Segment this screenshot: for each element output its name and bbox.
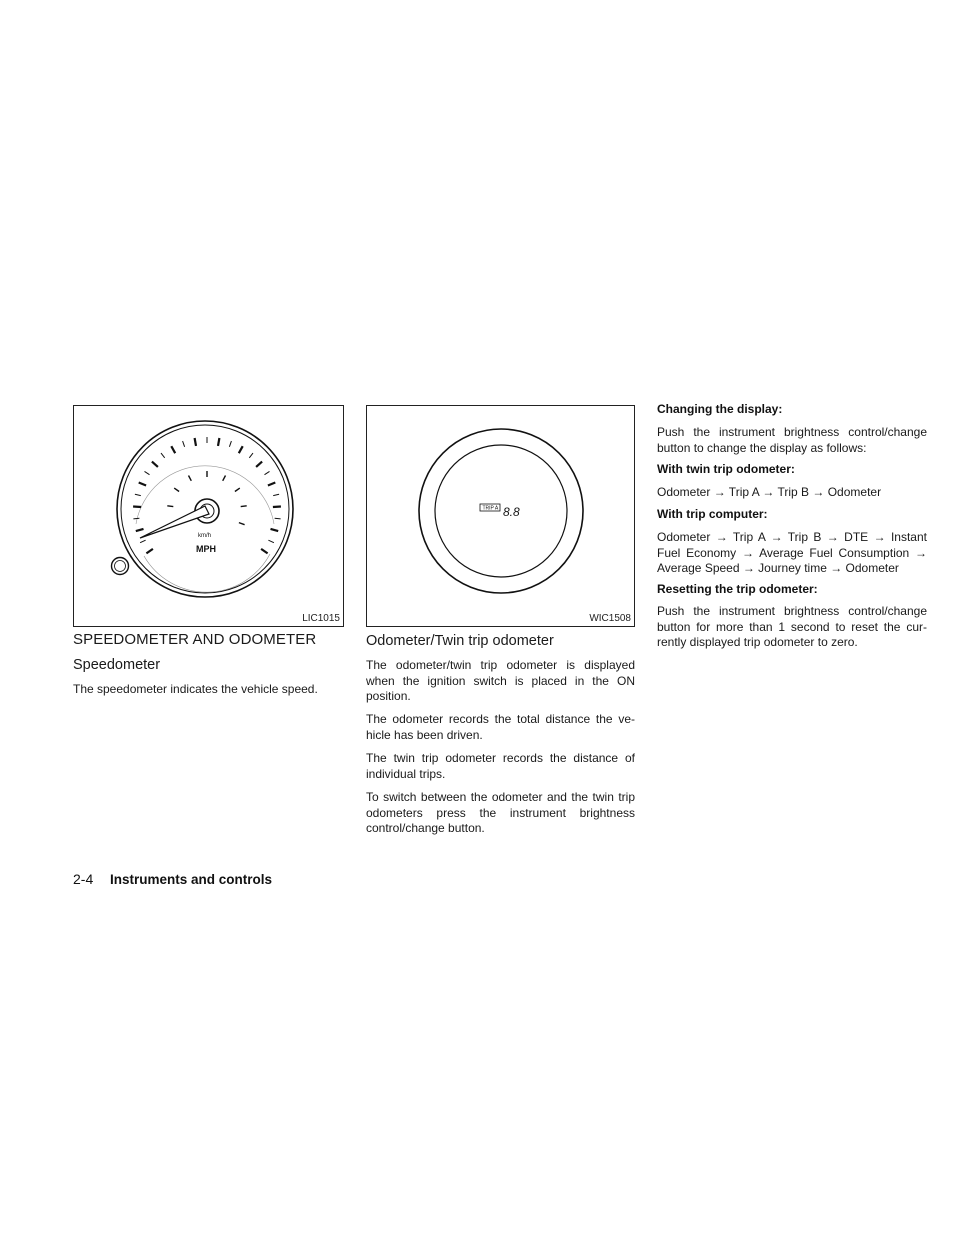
major-tick bbox=[271, 529, 279, 531]
inner-scale-tick bbox=[189, 476, 192, 481]
speedometer-illustration bbox=[74, 406, 345, 628]
odometer-paragraph-2: The odometer records the total distance the ve-hicle has been driven. bbox=[366, 712, 635, 742]
odometer-paragraph-1: The odometer/twin trip odometer is displayed when the ignition switch is placed in the ON position. bbox=[366, 658, 635, 703]
figure-code-speedometer: LIC1015 bbox=[302, 613, 340, 624]
major-tick bbox=[273, 507, 281, 508]
minor-tick bbox=[229, 441, 231, 447]
minor-tick bbox=[133, 518, 139, 519]
major-tick bbox=[171, 446, 175, 453]
odometer-inner-ring bbox=[435, 445, 567, 577]
changing-display-text: Push the instrument brightness control/change button to change the display as follows: bbox=[657, 425, 927, 455]
major-tick bbox=[152, 462, 158, 467]
minor-tick bbox=[140, 540, 146, 543]
minor-tick bbox=[135, 494, 141, 495]
inner-scale-tick bbox=[239, 523, 245, 525]
twin-trip-sequence: Odometer → Trip A → Trip B → Odometer bbox=[657, 485, 882, 499]
reset-trip-heading: Resetting the trip odometer: bbox=[657, 582, 818, 596]
major-tick bbox=[218, 438, 219, 446]
odometer-figure bbox=[366, 405, 635, 627]
major-tick bbox=[261, 549, 268, 554]
section-title: SPEEDOMETER AND ODOMETER bbox=[73, 631, 317, 648]
major-tick bbox=[256, 462, 262, 467]
inner-scale-tick bbox=[241, 506, 247, 507]
minor-tick bbox=[273, 494, 279, 495]
minor-tick bbox=[275, 518, 281, 519]
chapter-title: Instruments and controls bbox=[110, 872, 273, 887]
odometer-heading: Odometer/Twin trip odometer bbox=[366, 633, 554, 649]
odometer-outer-ring bbox=[419, 429, 583, 593]
trip-computer-sequence: Odometer → Trip A → Trip B → DTE → Instant Fuel Economy → Average Fuel Consumption → Average Speed → Journey time → Odometer bbox=[657, 530, 927, 575]
inner-scale-tick bbox=[235, 488, 240, 491]
trip-label: TRIP A bbox=[482, 505, 499, 512]
minor-tick bbox=[268, 540, 274, 543]
major-tick bbox=[136, 529, 144, 531]
trip-computer-heading: With trip computer: bbox=[657, 507, 768, 521]
speedometer-heading: Speedometer bbox=[73, 657, 161, 673]
major-tick bbox=[146, 549, 153, 554]
page-number: 2-4 bbox=[73, 871, 94, 887]
minor-tick bbox=[161, 453, 165, 458]
major-tick bbox=[133, 507, 141, 508]
major-tick bbox=[268, 483, 275, 486]
odometer-illustration bbox=[367, 406, 636, 628]
odometer-paragraph-4: To switch between the odometer and the twin trip odometers press the instrument brightness control/change button. bbox=[366, 790, 635, 835]
speedometer-figure bbox=[73, 405, 344, 627]
trip-reset-knob bbox=[112, 558, 129, 575]
reset-trip-text: Push the instrument brightness control/change button for more than 1 second to reset the cur-rently displayed trip odometer to zero. bbox=[657, 604, 927, 649]
major-tick bbox=[195, 438, 196, 446]
changing-display-heading: Changing the display: bbox=[657, 402, 783, 416]
gauge-minor-ticks bbox=[133, 437, 280, 543]
trip-value: 8.8 bbox=[503, 505, 520, 519]
odometer-paragraph-3: The twin trip odometer records the distance of individual trips. bbox=[366, 751, 635, 781]
minor-tick bbox=[265, 471, 270, 474]
minor-tick bbox=[183, 441, 185, 447]
minor-tick bbox=[249, 453, 253, 458]
minor-tick bbox=[145, 471, 150, 474]
twin-trip-heading: With twin trip odometer: bbox=[657, 462, 795, 476]
major-tick bbox=[139, 483, 146, 486]
speedometer-paragraph: The speedometer indicates the vehicle speed. bbox=[73, 682, 318, 696]
inner-scale-tick bbox=[174, 488, 179, 491]
inner-scale-tick bbox=[167, 506, 173, 507]
major-tick bbox=[239, 446, 243, 453]
speedometer-unit-small: km/h bbox=[198, 533, 212, 539]
speedometer-unit-large: MPH bbox=[196, 544, 216, 554]
figure-code-odometer: WIC1508 bbox=[589, 613, 631, 624]
inner-scale-tick bbox=[223, 476, 226, 481]
